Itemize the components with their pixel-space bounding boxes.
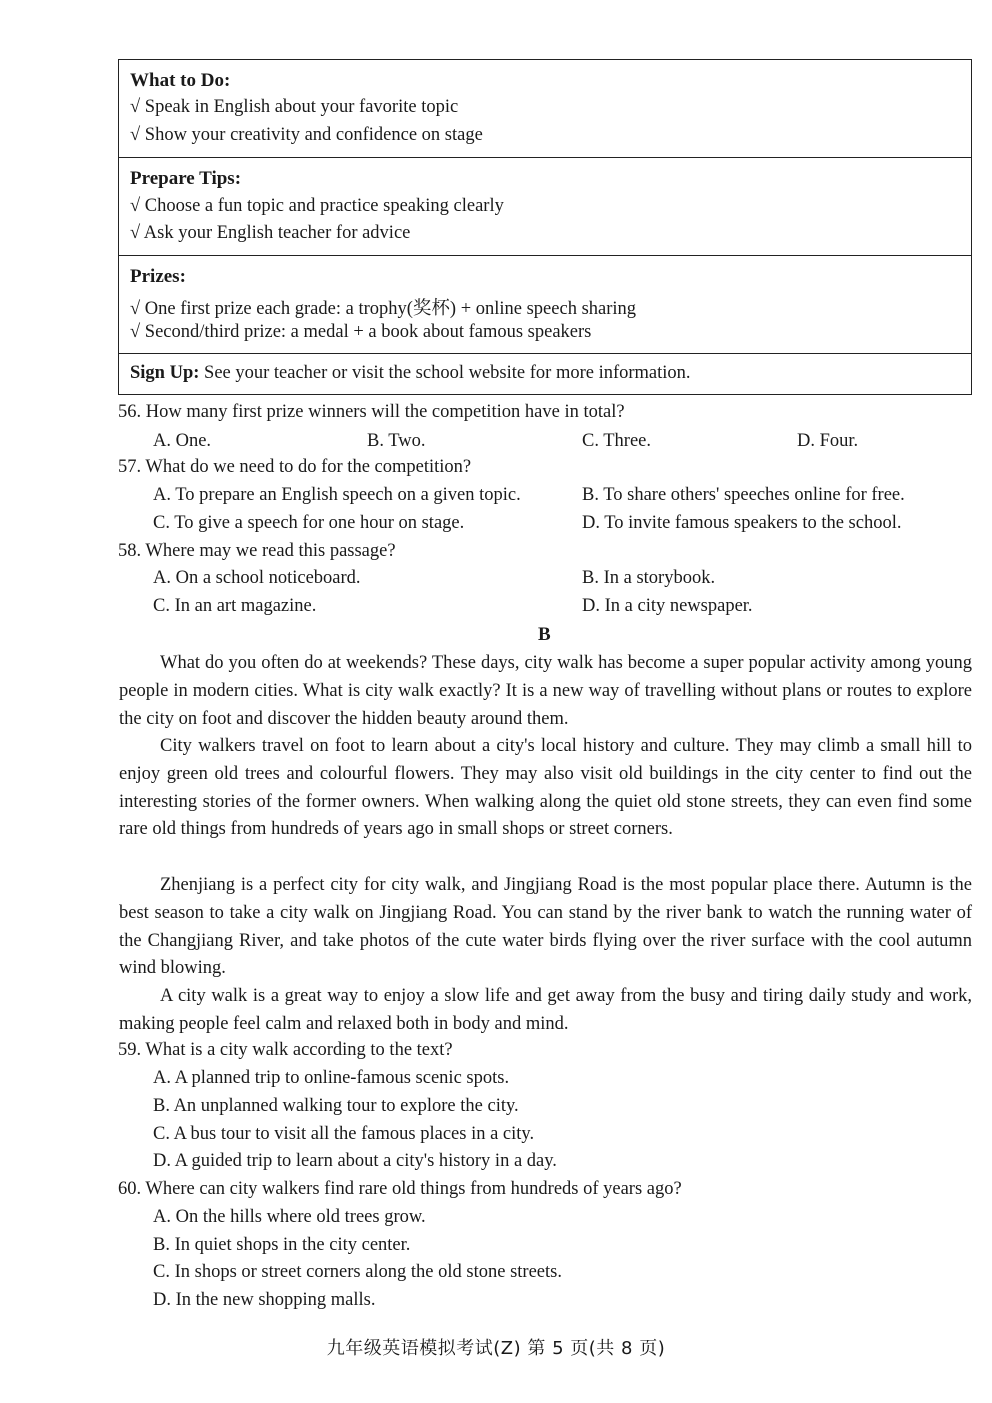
prizes-title: Prizes:: [130, 266, 186, 287]
q58-option-b: B. In a storybook.: [582, 568, 716, 588]
q60-option-c: C. In shops or street corners along the old stone streets.: [153, 1262, 562, 1282]
q60-option-a: A. On the hills where old trees grow.: [153, 1207, 426, 1227]
what-to-do-item-1: √ Speak in English about your favorite topic: [130, 97, 459, 117]
q60-option-b: B. In quiet shops in the city center.: [153, 1235, 411, 1255]
page-footer: 九年级英语模拟考试(Z) 第 5 页(共 8 页): [326, 1338, 666, 1359]
question-58: 58. Where may we read this passage?: [118, 541, 396, 561]
what-to-do-section: [119, 60, 971, 158]
question-59: 59. What is a city walk according to the text?: [118, 1040, 453, 1060]
passage-paragraph-3: [119, 872, 972, 983]
sign-up-line: [130, 363, 691, 384]
q56-option-b: B. Two.: [367, 431, 426, 451]
paragraph-3-text: Zhenjiang is a perfect city for city walk, and Jingjiang Road is the most popular place there. Autumn is the best season to take a city walk on Jingjiang Road. You can stand by the river bank to watch the running water of the Changjiang River, and take photos of the cute water birds flying over the river surface with the cool autumn wind blowing.: [119, 875, 972, 979]
competition-info-box: [118, 59, 972, 395]
q60-option-d: D. In the new shopping malls.: [153, 1290, 376, 1310]
sign-up-title: Sign Up:: [130, 363, 200, 383]
q57-option-c: C. To give a speech for one hour on stage.: [153, 513, 465, 533]
paragraph-1-text: What do you often do at weekends? These days, city walk has become a super popular activity among young people in modern cities. What is city walk exactly? It is a new way of travelling without plans or routes to explore the city on foot and discover the hidden beauty around them.: [119, 653, 972, 729]
prizes-section: [119, 255, 971, 353]
q59-option-c: C. A bus tour to visit all the famous places in a city.: [153, 1124, 535, 1144]
prepare-tips-title: Prepare Tips:: [130, 168, 242, 189]
q57-option-b: B. To share others' speeches online for free.: [582, 485, 905, 505]
q58-option-a: A. On a school noticeboard.: [153, 568, 361, 588]
paragraph-4-text: A city walk is a great way to enjoy a slow life and get away from the busy and tiring daily study and work, making people feel calm and relaxed both in body and mind.: [119, 986, 972, 1034]
q56-option-d: D. Four.: [797, 431, 859, 451]
sign-up-text: See your teacher or visit the school website for more information.: [199, 363, 691, 383]
passage-paragraph-2: [119, 733, 972, 844]
passage-paragraph-1: [119, 650, 972, 733]
question-60: 60. Where can city walkers find rare old things from hundreds of years ago?: [118, 1179, 682, 1199]
q59-option-d: D. A guided trip to learn about a city's history in a day.: [153, 1151, 557, 1171]
paragraph-2-text: City walkers travel on foot to learn about a city's local history and culture. They may climb a small hill to enjoy green old trees and colourful flowers. They may also visit old buildings in the city center to find out the interesting stories of the former owners. When walking along the quiet old stone streets, they can even find some rare old things from hundreds of years ago in small shops or street corners.: [119, 736, 972, 840]
q56-option-a: A. One.: [153, 431, 212, 451]
q58-option-c: C. In an art magazine.: [153, 596, 317, 616]
sign-up-section: [119, 353, 971, 395]
q59-option-b: B. An unplanned walking tour to explore the city.: [153, 1096, 519, 1116]
section-b-heading: B: [538, 624, 551, 645]
question-57: 57. What do we need to do for the competition?: [118, 457, 472, 477]
passage-paragraph-4: [119, 983, 972, 1039]
prepare-tips-section: [119, 157, 971, 255]
prepare-tips-item-1: √ Choose a fun topic and practice speaking clearly: [130, 196, 504, 216]
q57-option-a: A. To prepare an English speech on a given topic.: [153, 485, 521, 505]
q56-option-c: C. Three.: [582, 431, 652, 451]
q58-option-d: D. In a city newspaper.: [582, 596, 753, 616]
q59-option-a: A. A planned trip to online-famous scenic spots.: [153, 1068, 510, 1088]
question-56: 56. How many first prize winners will the competition have in total?: [118, 402, 625, 422]
prizes-item-1: √ One first prize each grade: a trophy(奖杯) + online speech sharing: [130, 299, 637, 319]
what-to-do-item-2: √ Show your creativity and confidence on stage: [130, 125, 483, 145]
q57-option-d: D. To invite famous speakers to the school.: [582, 513, 902, 533]
prizes-item-2: √ Second/third prize: a medal + a book about famous speakers: [130, 322, 592, 342]
what-to-do-title: What to Do:: [130, 70, 231, 91]
prepare-tips-item-2: √ Ask your English teacher for advice: [130, 223, 411, 243]
